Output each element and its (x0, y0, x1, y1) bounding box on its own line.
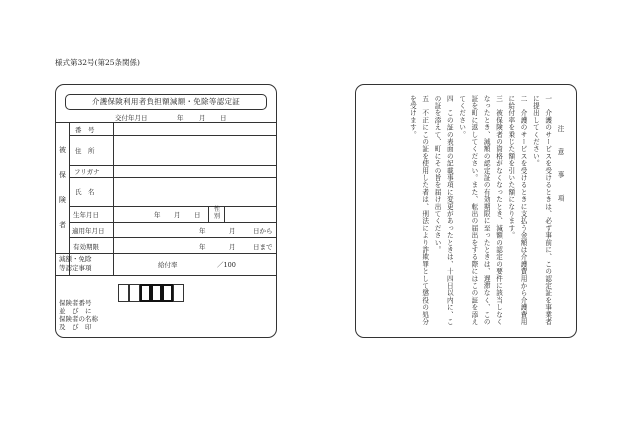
insured-char-4: 者 (59, 221, 66, 229)
front-grid (56, 122, 276, 331)
issue-year-label: 年 (177, 114, 184, 122)
birth-month-label: 月 (174, 211, 181, 219)
insurer-number-box (173, 284, 184, 302)
benefit-rate-label: 給付率 (158, 261, 178, 269)
insured-char-2: 保 (59, 171, 66, 179)
issue-day-label: 日 (220, 114, 227, 122)
insurer-label-2: 並 び に (59, 307, 92, 315)
divider (69, 177, 276, 178)
insurer-label-3: 保険者の名称 (59, 315, 98, 323)
note-item-5: 五 不正にこの証を使用した者は、刑法により詐欺罪として懲役の処分を受けます。 (408, 95, 429, 326)
birth-day-label: 日 (194, 211, 201, 219)
valid-until-label: 有効期限 (73, 243, 99, 251)
insurer-number-box (118, 284, 129, 302)
insurer-number-box (162, 284, 173, 302)
issue-date-label: 交付年月日 (115, 114, 148, 122)
sex-label: 性 別 (213, 206, 227, 220)
insurer-label-1: 保険者番号 (59, 299, 92, 307)
certificate-front (55, 84, 277, 338)
note-item-4: 四 この証の表面の記載事項に変更があったときは、十四日以内に、この証を添えて、町にその旨を届け出てください。 (433, 95, 454, 326)
divider (56, 253, 276, 254)
birth-year-label: 年 (154, 211, 161, 219)
birth-label: 生年月日 (73, 211, 99, 219)
notes-text (406, 95, 566, 327)
number-label: 番 号 (75, 126, 95, 134)
reduction-label-2: 等認定事項 (59, 264, 92, 272)
reduction-label-1: 減額・免除 (59, 255, 92, 263)
note-item-3: 三 被保険者の資格がなくなったとき、減額の認定の要件に該当しなくなったとき、減額の認定証の有効期限に至ったときは、遅滞なく、この証を町に返してください。また、転出の届出をする際にはこの証を添えてください。 (457, 95, 503, 326)
form-number: 様式第32号(第25条関係) (55, 58, 140, 67)
valid-year-label: 年 (199, 243, 206, 251)
note-item-1: 一 介護のサービスを受けるときは、必ず事前に、この認定証を事業者に提出してください。 (531, 95, 552, 326)
issue-month-label: 月 (199, 114, 206, 122)
divider (56, 275, 276, 276)
divider (69, 165, 276, 166)
insured-char-1: 被 (59, 146, 66, 154)
name-label: 氏 名 (75, 188, 95, 196)
apply-month-label: 月 (229, 227, 236, 235)
valid-until-suffix: 日まで (253, 243, 273, 251)
note-item-2: 二 介護のサービスを受けるときに支払う金額は介護費用から介護費用に給付率を乗じた額を引いた額になります。 (506, 95, 528, 326)
valid-month-label: 月 (229, 243, 236, 251)
divider (69, 222, 276, 223)
insurer-number-box (151, 284, 162, 302)
furigana-label: フリガナ (74, 168, 100, 176)
benefit-rate-value: ／100 (217, 261, 236, 269)
insured-char-3: 険 (59, 196, 66, 204)
notes-title: 注 意 事 項 (556, 125, 564, 207)
divider (69, 206, 276, 207)
insurer-number-box (140, 284, 151, 302)
address-label: 住 所 (75, 147, 95, 155)
apply-date-label: 適用年月日 (72, 227, 105, 235)
divider (208, 206, 209, 222)
apply-from-label: 日から (253, 227, 273, 235)
divider (69, 237, 276, 238)
insurer-label-4: 及 び 印 (59, 323, 92, 331)
divider (69, 135, 276, 136)
certificate-back (355, 84, 577, 338)
apply-year-label: 年 (199, 227, 206, 235)
certificate-title: 介護保険利用者負担額減額・免除等認定証 (65, 94, 267, 110)
insurer-number-box (129, 284, 140, 302)
